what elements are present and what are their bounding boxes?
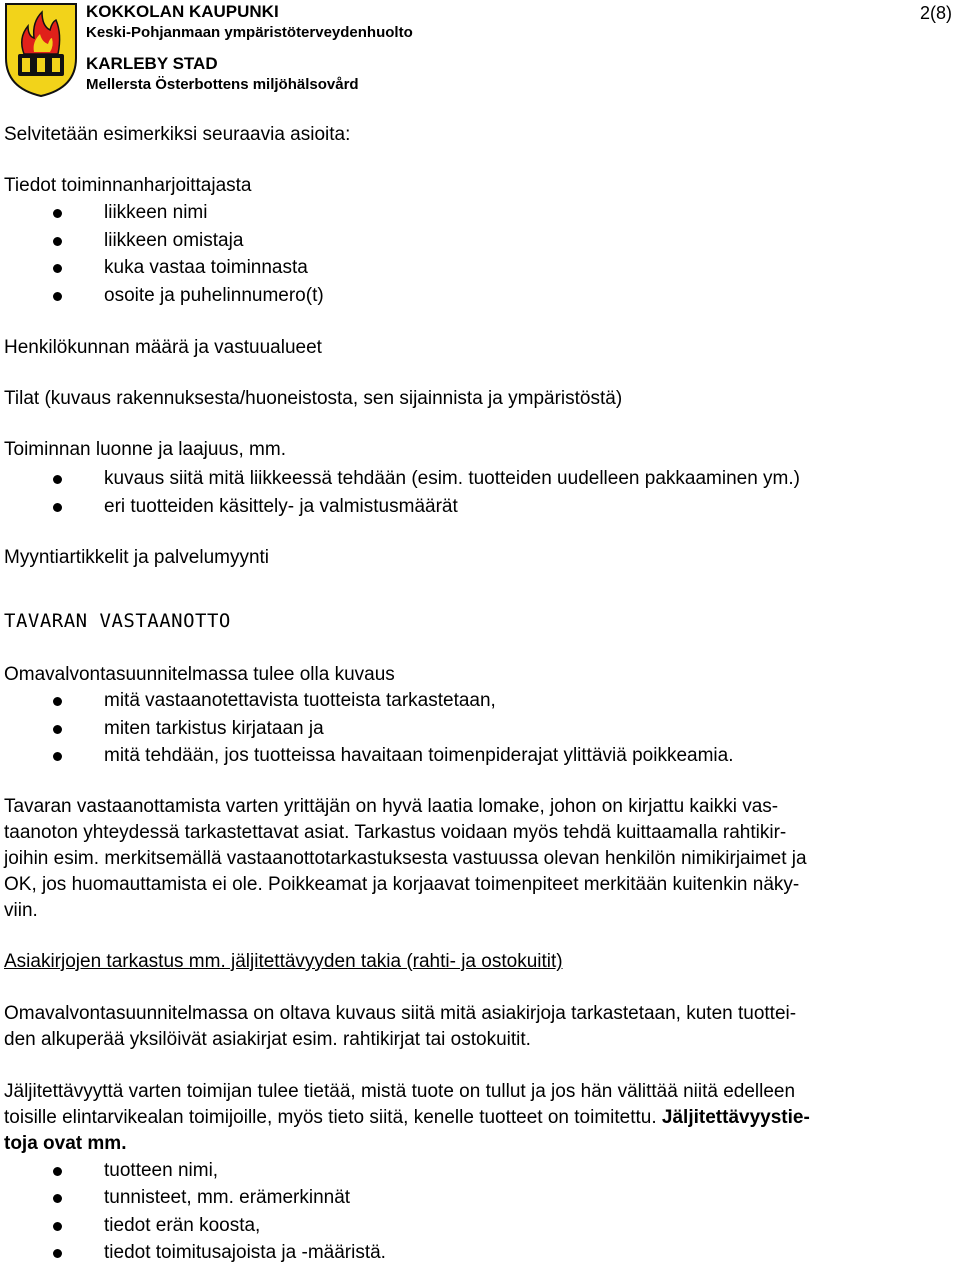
list-item: kuka vastaa toiminnasta (104, 257, 308, 278)
paragraph-line: den alkuperää yksilöivät asiakirjat esim. rahtikirjat tai ostokuitit. (4, 1029, 531, 1050)
bullet-icon (53, 503, 62, 512)
list-item: liikkeen nimi (104, 202, 208, 223)
bullet-icon (53, 725, 62, 734)
paragraph-line: viin. (4, 900, 38, 921)
bullet-icon (53, 697, 62, 706)
paragraph-line: taanoton yhteydessä tarkastettavat asiat. Tarkastus voidaan myös tehdä kuittaamalla rahtikir- (4, 822, 787, 843)
list-item: miten tarkistus kirjataan ja (104, 718, 324, 739)
staff-text: Henkilökunnan määrä ja vastuualueet (4, 337, 322, 358)
paragraph-text: toisille elintarvikealan toimijoille, myös tieto siitä, kenelle tuotteet on toimitettu. (4, 1107, 662, 1128)
bullet-icon (53, 752, 62, 761)
bullet-icon (53, 292, 62, 301)
plan-intro: Omavalvontasuunnitelmassa tulee olla kuvaus (4, 664, 395, 685)
paragraph-line: Jäljitettävyyttä varten toimijan tulee tietää, mistä tuote on tullut ja jos hän välittää niitä edelleen (4, 1081, 796, 1102)
bullet-icon (53, 1222, 62, 1231)
paragraph-line (4, 1133, 126, 1155)
list-item: osoite ja puhelinnumero(t) (104, 285, 324, 306)
page-number: 2(8) (919, 3, 952, 23)
bullet-icon (53, 1167, 62, 1176)
sales-text: Myyntiartikkelit ja palvelumyynti (4, 547, 270, 568)
paragraph-line: joihin esim. merkitsemällä vastaanottotarkastuksesta vastuussa olevan henkilön nimikirjaimet ja (4, 848, 807, 869)
bullet-icon (53, 209, 62, 218)
paragraph-line (4, 1107, 810, 1129)
city-name-fi: KOKKOLAN KAUPUNKI (86, 2, 279, 21)
paragraph-line: Omavalvontasuunnitelmassa on oltava kuvaus siitä mitä asiakirjoja tarkastetaan, kuten tuottei- (4, 1003, 797, 1024)
traceability-emphasis: Jäljitettävyystie- (661, 1107, 810, 1128)
traceability-emphasis: toja ovat mm. (4, 1133, 127, 1154)
bullet-icon (53, 1249, 62, 1258)
list-item: tiedot erän koosta, (104, 1215, 261, 1236)
nature-heading: Toiminnan luonne ja laajuus, mm. (4, 439, 286, 460)
premises-text: Tilat (kuvaus rakennuksesta/huoneistosta, sen sijainnista ja ympäristöstä) (4, 388, 623, 409)
bullet-icon (53, 1194, 62, 1203)
documents-heading: Asiakirjojen tarkastus mm. jäljitettävyyden takia (rahti- ja ostokuitit) (4, 951, 563, 972)
bullet-icon (53, 237, 62, 246)
document-header (0, 0, 960, 100)
city-name-sv: KARLEBY STAD (86, 54, 218, 73)
list-item: tunnisteet, mm. erämerkinnät (104, 1187, 351, 1208)
bullet-icon (53, 264, 62, 273)
paragraph-line: OK, jos huomauttamista ei ole. Poikkeamat ja korjaavat toimenpiteet merkitään kuitenkin näky- (4, 874, 800, 895)
list-item: tiedot toimitusajoista ja -määristä. (104, 1242, 386, 1263)
kokkola-coat-of-arms-icon (4, 2, 78, 98)
list-item: mitä tehdään, jos tuotteissa havaitaan toimenpiderajat ylittäviä poikkeamia. (104, 745, 734, 766)
bullet-icon (53, 475, 62, 484)
section-title: TAVARAN VASTAANOTTO (4, 610, 231, 632)
paragraph-line: Tavaran vastaanottamista varten yrittäjän on hyvä laatia lomake, johon on kirjattu kaikki vas- (4, 796, 779, 817)
list-item: kuvaus siitä mitä liikkeessä tehdään (esim. tuotteiden uudelleen pakkaaminen ym.) (104, 468, 800, 489)
list-item: liikkeen omistaja (104, 230, 244, 251)
list-item: tuotteen nimi, (104, 1160, 219, 1181)
list-item: mitä vastaanotettavista tuotteista tarkastetaan, (104, 690, 496, 711)
department-name-sv: Mellersta Österbottens miljöhälsovård (86, 76, 359, 93)
list-item: eri tuotteiden käsittely- ja valmistusmäärät (104, 496, 458, 517)
operator-heading: Tiedot toiminnanharjoittajasta (4, 175, 252, 196)
department-name-fi: Keski-Pohjanmaan ympäristöterveydenhuolto (86, 24, 413, 41)
intro-text: Selvitetään esimerkiksi seuraavia asioita: (4, 124, 351, 145)
